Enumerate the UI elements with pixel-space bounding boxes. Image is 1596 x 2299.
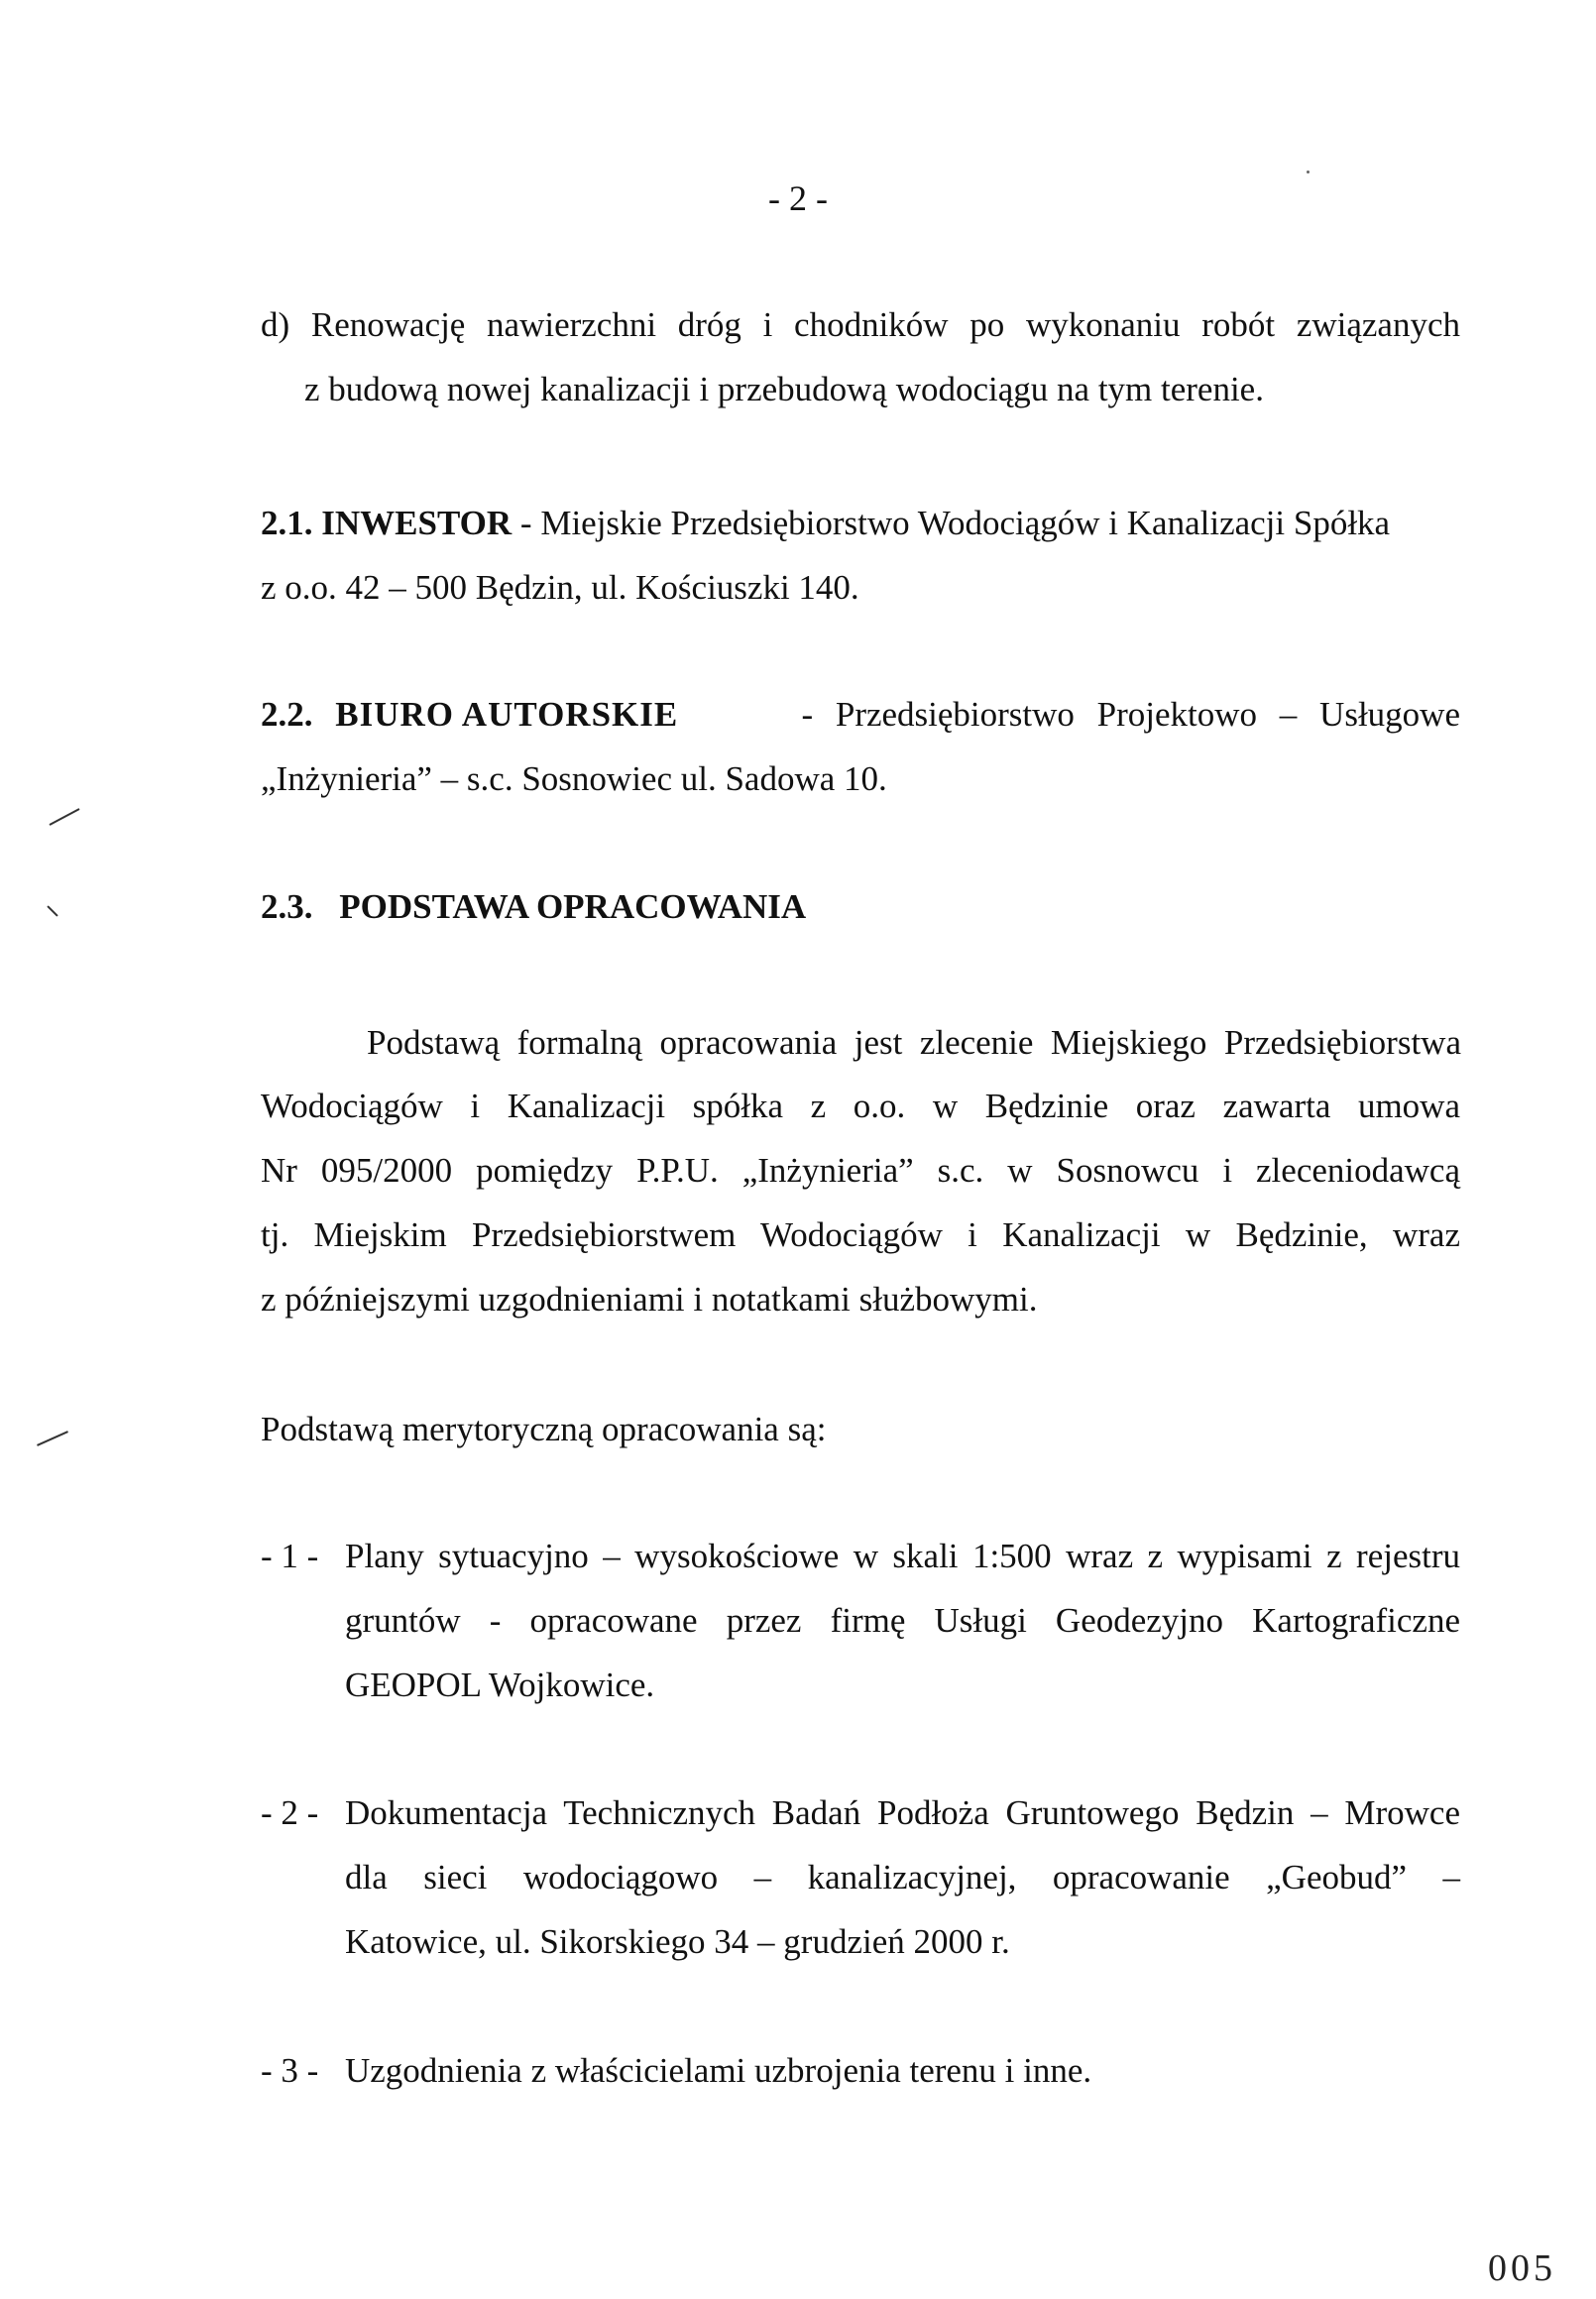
list-item-2-line-1: Dokumentacja Technicznych Badań Podłoża Gruntowego Będzin – Mrowce xyxy=(345,1793,1460,1832)
formal-basis-line-1: Podstawą formalną opracowania jest zlecenie Miejskiego Przedsiębiorstwa xyxy=(367,1023,1461,1062)
formal-basis-line-5: z późniejszymi uzgodnieniami i notatkami służbowymi. xyxy=(261,1280,1038,1319)
list-item-2-line-2: dla sieci wodociągowo – kanalizacyjnej, opracowanie „Geobud” – xyxy=(345,1858,1460,1897)
section-2-2-line-1 xyxy=(261,693,1460,737)
list-item-2-line-3: Katowice, ul. Sikorskiego 34 – grudzień 2000 r. xyxy=(345,1922,1010,1961)
section-2-3-number: 2.3. xyxy=(261,887,313,926)
scan-speck xyxy=(1307,171,1310,173)
section-2-1-heading: INWESTOR xyxy=(321,504,513,542)
list-item-1-line-3: GEOPOL Wojkowice. xyxy=(345,1666,655,1704)
list-item-2-marker: - 2 - xyxy=(261,1793,319,1832)
list-item-3-line-1: Uzgodnienia z właścicielami uzbrojenia terenu i inne. xyxy=(345,2051,1092,2090)
section-2-1-line-2: z o.o. 42 – 500 Będzin, ul. Kościuszki 140. xyxy=(261,568,859,607)
formal-basis-line-3: Nr 095/2000 pomiędzy P.P.U. „Inżynieria” s.c. w Sosnowcu i zleceniodawcą xyxy=(261,1151,1460,1190)
section-2-2-number: 2.2. xyxy=(261,695,313,734)
margin-mark xyxy=(50,808,80,826)
formal-basis-line-2: Wodociągów i Kanalizacji spółka z o.o. w Będzinie oraz zawarta umowa xyxy=(261,1087,1460,1125)
archive-stamp-number: 005 xyxy=(1488,2247,1556,2289)
margin-mark xyxy=(37,1431,68,1446)
list-item-3-marker: - 3 - xyxy=(261,2051,319,2090)
item-d-line-1: d) Renowację nawierzchni dróg i chodników po wykonaniu robót związanych xyxy=(261,305,1460,344)
section-2-1-line-1 xyxy=(261,502,1390,545)
list-item-1-line-2: gruntów - opracowane przez firmę Usługi Geodezyjno Kartograficzne xyxy=(345,1601,1460,1640)
section-2-1-number: 2.1. xyxy=(261,504,313,542)
section-2-3-heading-line xyxy=(261,885,806,929)
page-number: - 2 - xyxy=(768,178,828,218)
section-2-1-text: - Miejskie Przedsiębiorstwo Wodociągów i Kanalizacji Spółka xyxy=(512,504,1391,542)
formal-basis-line-4: tj. Miejskim Przedsiębiorstwem Wodociągów i Kanalizacji w Będzinie, wraz xyxy=(261,1215,1460,1254)
list-item-1-line-1: Plany sytuacyjno – wysokościowe w skali 1:500 wraz z wypisami z rejestru xyxy=(345,1537,1460,1575)
list-item-1-marker: - 1 - xyxy=(261,1537,319,1575)
substantive-intro: Podstawą merytoryczną opracowania są: xyxy=(261,1410,827,1448)
margin-mark xyxy=(47,905,57,916)
item-d-line-2: z budową nowej kanalizacji i przebudową wodociągu na tym terenie. xyxy=(304,370,1264,408)
section-2-2-heading: BIURO AUTORSKIE xyxy=(335,695,679,734)
section-2-3-heading: PODSTAWA OPRACOWANIA xyxy=(339,887,807,926)
section-2-2-text: - Przedsiębiorstwo Projektowo – Usługowe xyxy=(801,695,1460,734)
section-2-2-line-2: „Inżynieria” – s.c. Sosnowiec ul. Sadowa 10. xyxy=(261,759,887,798)
